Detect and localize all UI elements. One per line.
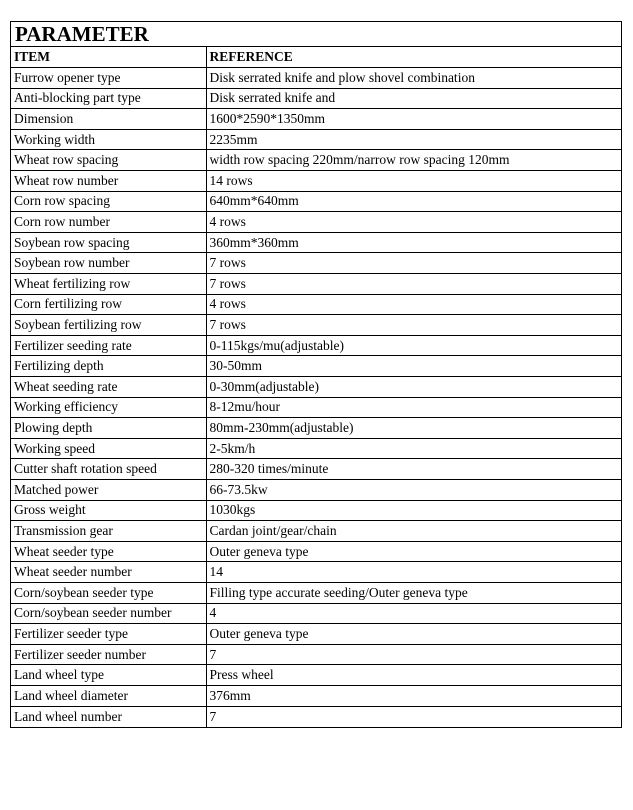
reference-cell: Outer geneva type: [206, 541, 621, 562]
item-cell: Soybean fertilizing row: [11, 315, 206, 336]
reference-column-header: REFERENCE: [206, 47, 621, 68]
item-cell: Corn/soybean seeder number: [11, 603, 206, 624]
table-title: PARAMETER: [11, 22, 621, 47]
item-cell: Wheat row spacing: [11, 150, 206, 171]
item-cell: Transmission gear: [11, 521, 206, 542]
reference-cell: Press wheel: [206, 665, 621, 686]
table-row: [11, 88, 621, 109]
reference-cell: 4 rows: [206, 294, 621, 315]
table-row: [11, 603, 621, 624]
table-row: [11, 129, 621, 150]
reference-cell: 2-5km/h: [206, 438, 621, 459]
item-cell: Fertilizer seeder number: [11, 644, 206, 665]
reference-cell: 0-30mm(adjustable): [206, 377, 621, 398]
table-row: [11, 562, 621, 583]
item-cell: Soybean row spacing: [11, 232, 206, 253]
header-row: [11, 47, 621, 68]
reference-cell: Cardan joint/gear/chain: [206, 521, 621, 542]
item-cell: Plowing depth: [11, 418, 206, 439]
table-row: [11, 253, 621, 274]
table-row: [11, 459, 621, 480]
parameter-table: [11, 47, 621, 727]
table-row: [11, 232, 621, 253]
table-row: [11, 582, 621, 603]
table-row: [11, 521, 621, 542]
reference-cell: 640mm*640mm: [206, 191, 621, 212]
reference-cell: 7 rows: [206, 253, 621, 274]
reference-cell: Disk serrated knife and: [206, 88, 621, 109]
reference-cell: 2235mm: [206, 129, 621, 150]
item-cell: Working width: [11, 129, 206, 150]
table-row: [11, 685, 621, 706]
item-cell: Matched power: [11, 479, 206, 500]
item-cell: Dimension: [11, 109, 206, 130]
table-row: [11, 294, 621, 315]
item-cell: Corn/soybean seeder type: [11, 582, 206, 603]
reference-cell: 7: [206, 706, 621, 727]
reference-cell: Outer geneva type: [206, 624, 621, 645]
item-cell: Working efficiency: [11, 397, 206, 418]
reference-cell: 7: [206, 644, 621, 665]
table-row: [11, 479, 621, 500]
table-row: [11, 315, 621, 336]
reference-cell: 376mm: [206, 685, 621, 706]
parameter-table-container: [10, 21, 622, 728]
item-cell: Wheat seeder number: [11, 562, 206, 583]
table-row: [11, 356, 621, 377]
table-row: [11, 191, 621, 212]
item-cell: Fertilizer seeding rate: [11, 335, 206, 356]
reference-cell: 14: [206, 562, 621, 583]
item-cell: Wheat seeder type: [11, 541, 206, 562]
reference-cell: 4 rows: [206, 212, 621, 233]
reference-cell: 66-73.5kw: [206, 479, 621, 500]
table-row: [11, 212, 621, 233]
reference-cell: Disk serrated knife and plow shovel combination: [206, 68, 621, 89]
item-cell: Furrow opener type: [11, 68, 206, 89]
table-row: [11, 335, 621, 356]
item-cell: Gross weight: [11, 500, 206, 521]
reference-cell: 0-115kgs/mu(adjustable): [206, 335, 621, 356]
table-row: [11, 377, 621, 398]
table-row: [11, 150, 621, 171]
table-row: [11, 500, 621, 521]
reference-cell: 280-320 times/minute: [206, 459, 621, 480]
item-cell: Corn row number: [11, 212, 206, 233]
table-row: [11, 397, 621, 418]
item-cell: Land wheel type: [11, 665, 206, 686]
table-row: [11, 665, 621, 686]
table-row: [11, 706, 621, 727]
item-cell: Soybean row number: [11, 253, 206, 274]
reference-cell: Filling type accurate seeding/Outer geneva type: [206, 582, 621, 603]
table-row: [11, 438, 621, 459]
item-cell: Working speed: [11, 438, 206, 459]
reference-cell: 1030kgs: [206, 500, 621, 521]
reference-cell: 1600*2590*1350mm: [206, 109, 621, 130]
reference-cell: 4: [206, 603, 621, 624]
item-cell: Anti-blocking part type: [11, 88, 206, 109]
item-cell: Land wheel diameter: [11, 685, 206, 706]
item-column-header: ITEM: [11, 47, 206, 68]
table-row: [11, 109, 621, 130]
reference-cell: 7 rows: [206, 274, 621, 295]
item-cell: Corn fertilizing row: [11, 294, 206, 315]
table-row: [11, 274, 621, 295]
reference-cell: width row spacing 220mm/narrow row spacing 120mm: [206, 150, 621, 171]
item-cell: Fertilizer seeder type: [11, 624, 206, 645]
item-cell: Wheat seeding rate: [11, 377, 206, 398]
table-row: [11, 171, 621, 192]
item-cell: Cutter shaft rotation speed: [11, 459, 206, 480]
item-cell: Wheat row number: [11, 171, 206, 192]
reference-cell: 30-50mm: [206, 356, 621, 377]
item-cell: Corn row spacing: [11, 191, 206, 212]
reference-cell: 80mm-230mm(adjustable): [206, 418, 621, 439]
item-cell: Land wheel number: [11, 706, 206, 727]
table-row: [11, 624, 621, 645]
table-row: [11, 418, 621, 439]
item-cell: Wheat fertilizing row: [11, 274, 206, 295]
item-cell: Fertilizing depth: [11, 356, 206, 377]
reference-cell: 7 rows: [206, 315, 621, 336]
table-row: [11, 644, 621, 665]
table-row: [11, 68, 621, 89]
reference-cell: 14 rows: [206, 171, 621, 192]
reference-cell: 360mm*360mm: [206, 232, 621, 253]
table-row: [11, 541, 621, 562]
reference-cell: 8-12mu/hour: [206, 397, 621, 418]
